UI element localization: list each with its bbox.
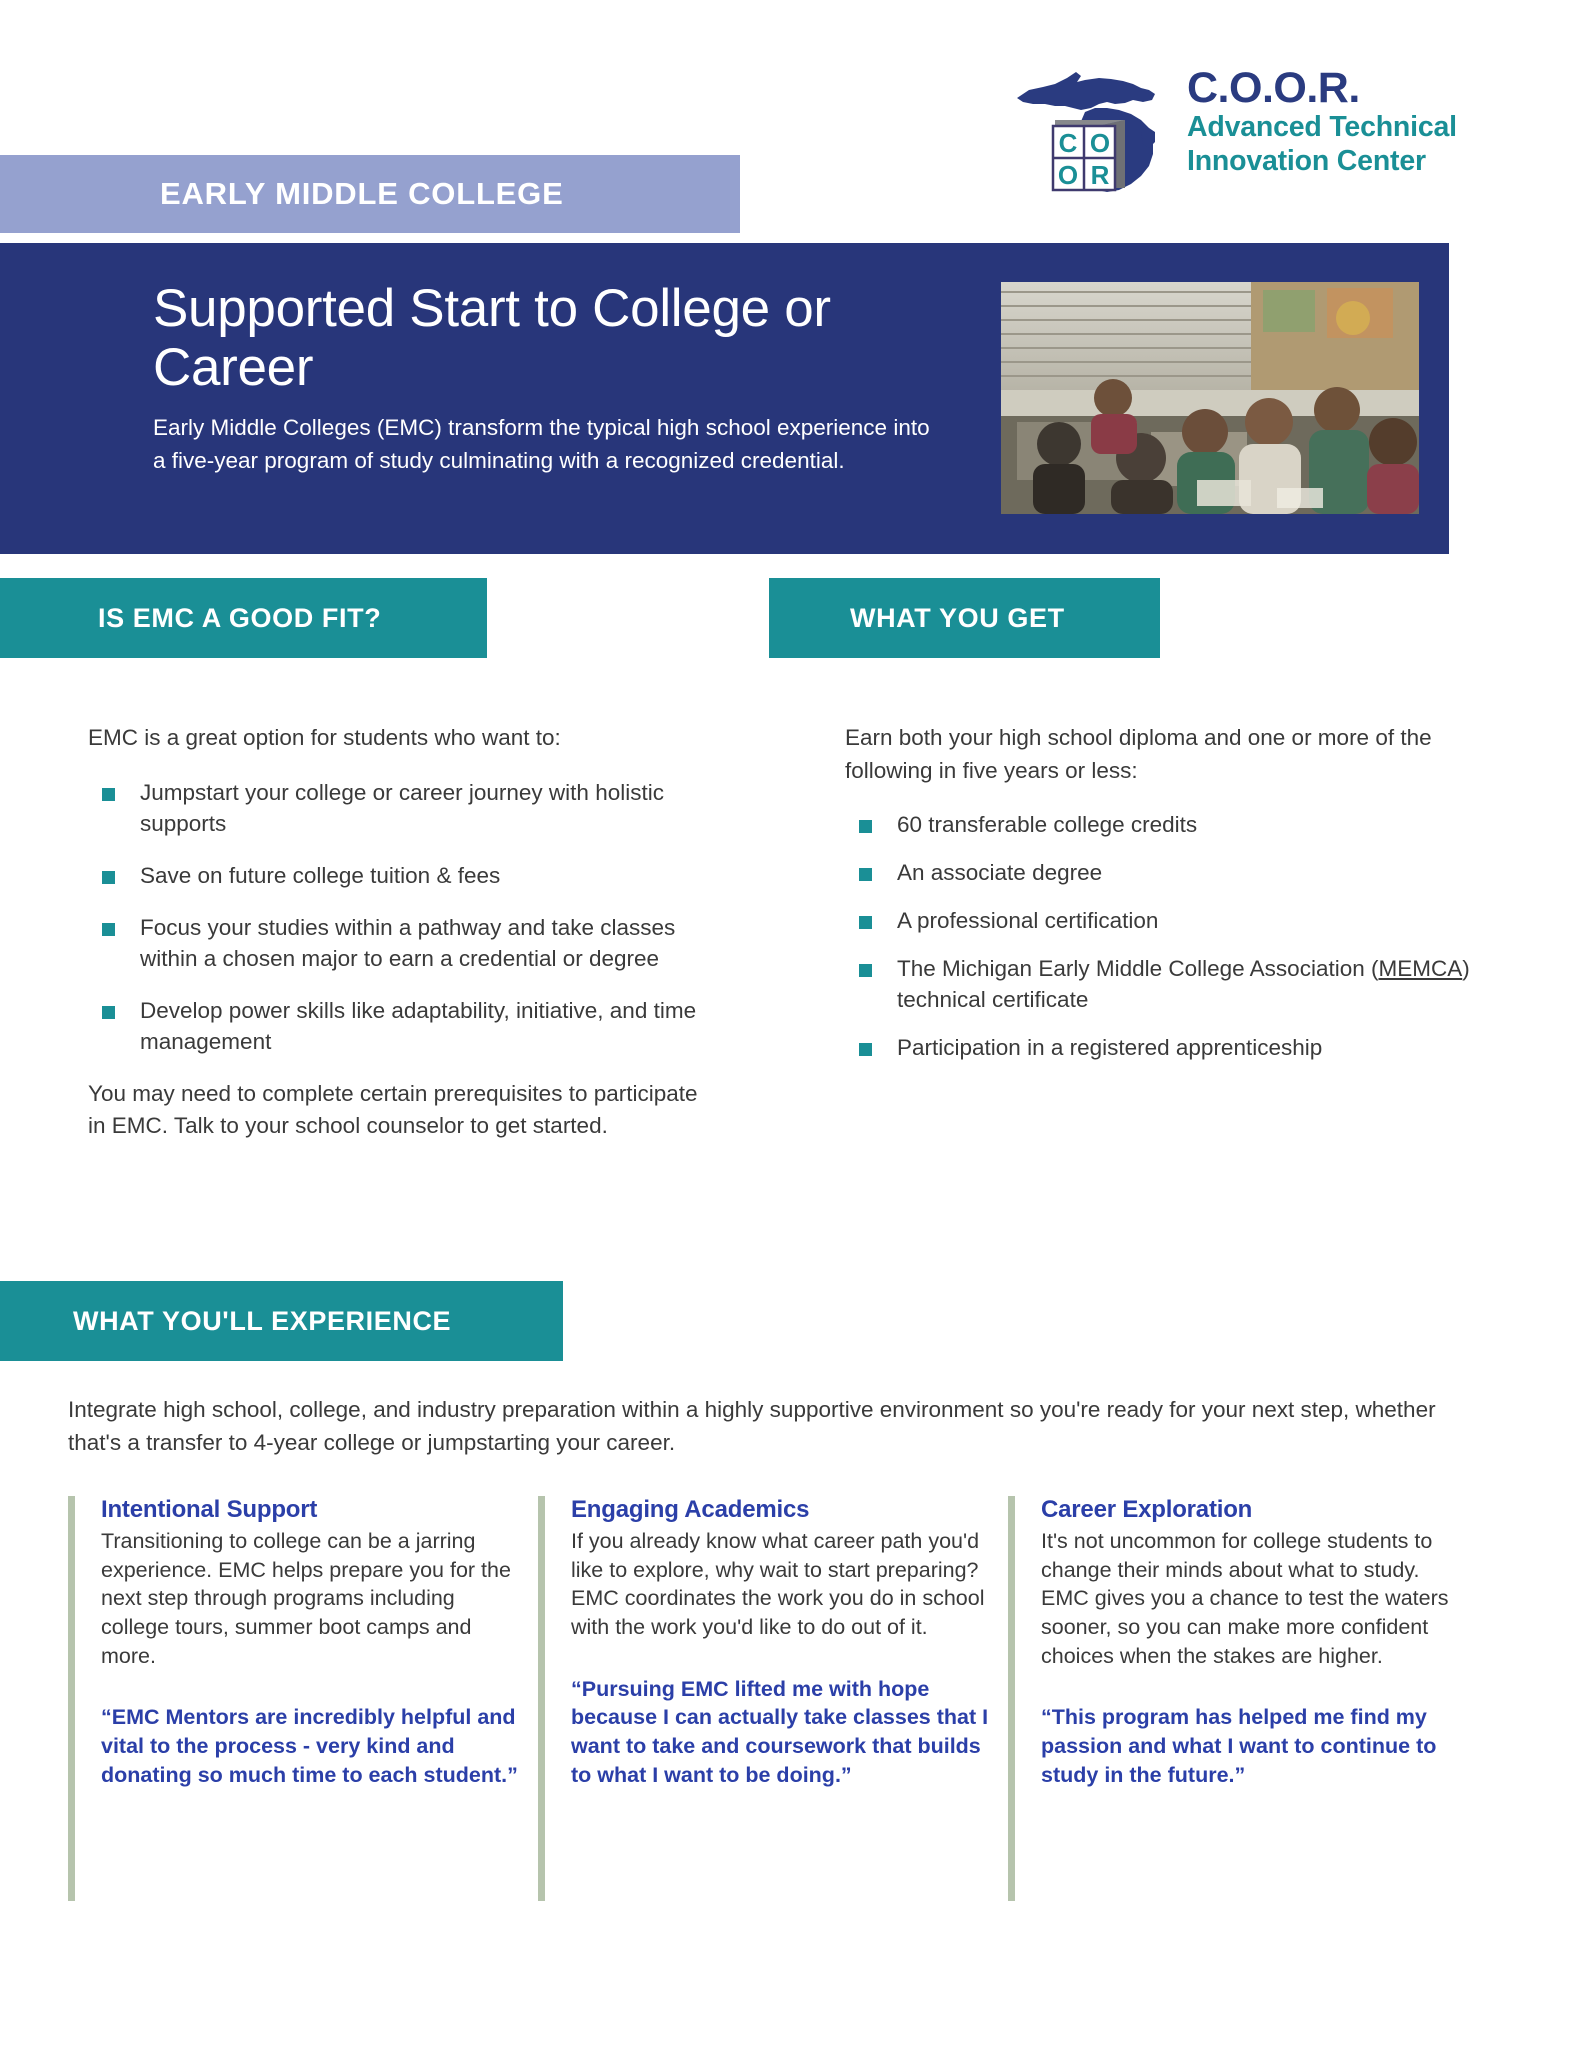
hero-text-block: [153, 279, 988, 477]
what-you-get-column: [845, 722, 1525, 1081]
eyebrow-banner: [0, 155, 740, 233]
michigan-map-icon: [1015, 62, 1167, 194]
svg-text:C: C: [1058, 128, 1078, 158]
experience-card: [538, 1496, 1008, 1790]
memca-link[interactable]: MEMCA: [1378, 956, 1463, 982]
card-quote: “EMC Mentors are incredibly helpful and vital to the process - very kind and donating so much time to each student.”: [101, 1705, 518, 1787]
section-header-what-you-get: [769, 578, 1160, 658]
section-header-good-fit: [0, 578, 487, 658]
page-title: Supported Start to College or Career: [153, 279, 831, 398]
svg-text:R: R: [1090, 160, 1110, 190]
good-fit-lead: EMC is a great option for students who want to:: [88, 725, 561, 750]
list-item: An associate degree: [845, 857, 1525, 888]
section-header-good-fit-label: IS EMC A GOOD FIT?: [98, 602, 382, 633]
eyebrow-label: EARLY MIDDLE COLLEGE: [160, 176, 564, 211]
good-fit-column: [88, 722, 718, 1142]
section-header-experience: [0, 1281, 563, 1361]
good-fit-list: [88, 777, 718, 1057]
section-header-what-you-get-label: WHAT YOU GET: [850, 602, 1065, 633]
svg-text:O: O: [1089, 128, 1111, 158]
list-item-memca: [845, 953, 1525, 1015]
list-item: 60 transferable college credits: [845, 809, 1525, 840]
what-you-get-list: [845, 809, 1525, 1063]
card-body: Transitioning to college can be a jarring experience. EMC helps prepare you for the next step through programs including college tours, summer boot camps and more.: [101, 1529, 511, 1668]
list-item: Participation in a registered apprenticeship: [845, 1032, 1525, 1063]
logo-brand-name: C.O.O.R.: [1187, 64, 1360, 112]
memca-prefix: The Michigan Early Middle College Association (: [897, 956, 1379, 982]
logo-tagline-line1: Advanced Technical: [1187, 111, 1457, 144]
logo-tagline-line2: Innovation Center: [1187, 144, 1426, 177]
card-quote: “Pursuing EMC lifted me with hope because I can actually take classes that I want to take and coursework that builds to what I want to be doing.”: [571, 1676, 989, 1787]
what-you-get-lead: Earn both your high school diploma and one or more of the following in five years or less:: [845, 725, 1432, 783]
list-item: Jumpstart your college or career journey with holistic supports: [88, 777, 718, 839]
list-item: Save on future college tuition & fees: [88, 860, 718, 891]
card-title: Intentional Support: [101, 1496, 318, 1523]
list-item: Develop power skills like adaptability, initiative, and time management: [88, 995, 718, 1057]
card-body: If you already know what career path you'd like to explore, why wait to start preparing? EMC coordinates the work you do in school with the work you'd like to do out of it.: [571, 1529, 985, 1640]
svg-text:O: O: [1057, 160, 1079, 190]
section-header-experience-label: WHAT YOU'LL EXPERIENCE: [73, 1305, 452, 1336]
card-body: It's not uncommon for college students to change their minds about what to study. EMC gives you a chance to test the waters sooner, so you can make more confident choices when the stakes are higher.: [1041, 1529, 1449, 1668]
experience-card: [1008, 1496, 1478, 1790]
experience-intro: Integrate high school, college, and industry preparation within a highly supportive environment so you're ready for your next step, whether that's a transfer to 4-year college or jumpstarting your career.: [68, 1397, 1436, 1455]
coor-logo: [1015, 62, 1457, 194]
memca-suffix: ) technical certificate: [897, 956, 1470, 1013]
list-item: A professional certification: [845, 905, 1525, 936]
hero-description: Early Middle Colleges (EMC) transform the typical high school experience into a five-year program of study culminating with a recognized credential.: [153, 414, 930, 473]
experience-card: [68, 1496, 538, 1790]
list-item: Focus your studies within a pathway and take classes within a chosen major to earn a credential or degree: [88, 912, 718, 974]
experience-cards: [68, 1496, 1528, 1790]
good-fit-outro: You may need to complete certain prerequisites to participate in EMC. Talk to your school counselor to get started.: [88, 1080, 698, 1138]
logo-wordmark: [1187, 62, 1457, 178]
card-quote: “This program has helped me find my passion and what I want to continue to study in the future.”: [1041, 1705, 1437, 1787]
classroom-photo: [1001, 282, 1419, 514]
card-title: Engaging Academics: [571, 1496, 810, 1523]
hero-banner: [0, 243, 1449, 554]
card-title: Career Exploration: [1041, 1496, 1253, 1523]
